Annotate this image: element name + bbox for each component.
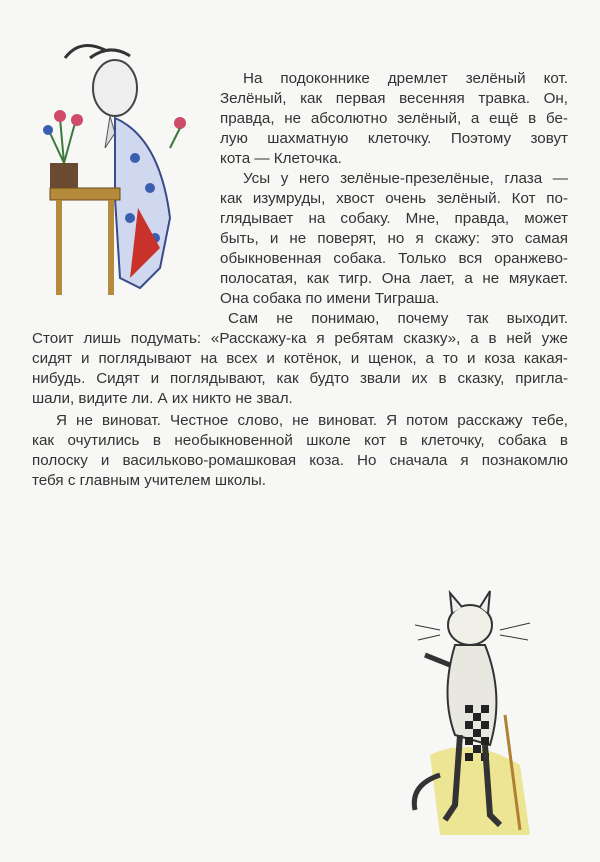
text-line: обыкновенная собака. Только вся оранжево- — [220, 250, 568, 267]
text-line: Я не виноват. Честное слово, не виноват. Я потом расскажу тебе, — [56, 412, 568, 429]
text-line: правда, не абсолютно зелёный, а ещё в бе- — [220, 110, 568, 127]
text-line: Она собака по имени Тиграша. — [220, 290, 440, 307]
text-line: Зелёный, как первая весенняя травка. Он, — [220, 90, 568, 107]
text-line: Сам не понимаю, почему так выходит. — [228, 310, 568, 327]
text-line: сидят и поглядывают на всех и котёнок, и щенок, а то и коза какая- — [32, 350, 568, 367]
goat-illustration — [20, 38, 220, 298]
text-line: На подоконнике дремлет зелёный кот. — [243, 70, 568, 87]
text-line: быть, и не поверят, но я скажу: это самая — [220, 230, 568, 247]
cat-illustration — [410, 585, 550, 845]
text-line: полосатая, как тигр. Она лает, а не мяукает. — [220, 270, 568, 287]
text-line: полоску и васильково-ромашковая коза. Но сначала я познакомлю — [32, 452, 568, 469]
text-line: как изумруды, хвост очень зелёный. Кот по- — [220, 190, 568, 207]
text-line: Усы у него зелёные-презелёные, глаза — — [243, 170, 568, 187]
text-line: тебя с главным учителем школы. — [32, 472, 267, 489]
text-line: Стоит лишь подумать: «Расскажу-ка я ребятам сказку», а в ней уже — [32, 330, 568, 347]
text-line: лую шахматную клеточку. Поэтому зовут — [220, 130, 568, 147]
text-line: нибудь. Сидят и поглядывают, как будто звали их в сказку, пригла- — [32, 370, 568, 387]
text-line: шали, видите ли. А их никто не звал. — [32, 390, 293, 407]
text-line: кота — Клеточка. — [220, 150, 342, 167]
text-line: глядывает на собаку. Мне, правда, может — [220, 210, 568, 227]
text-line: как очутились в необыкновенной школе кот в клеточку, собака в — [32, 432, 568, 449]
